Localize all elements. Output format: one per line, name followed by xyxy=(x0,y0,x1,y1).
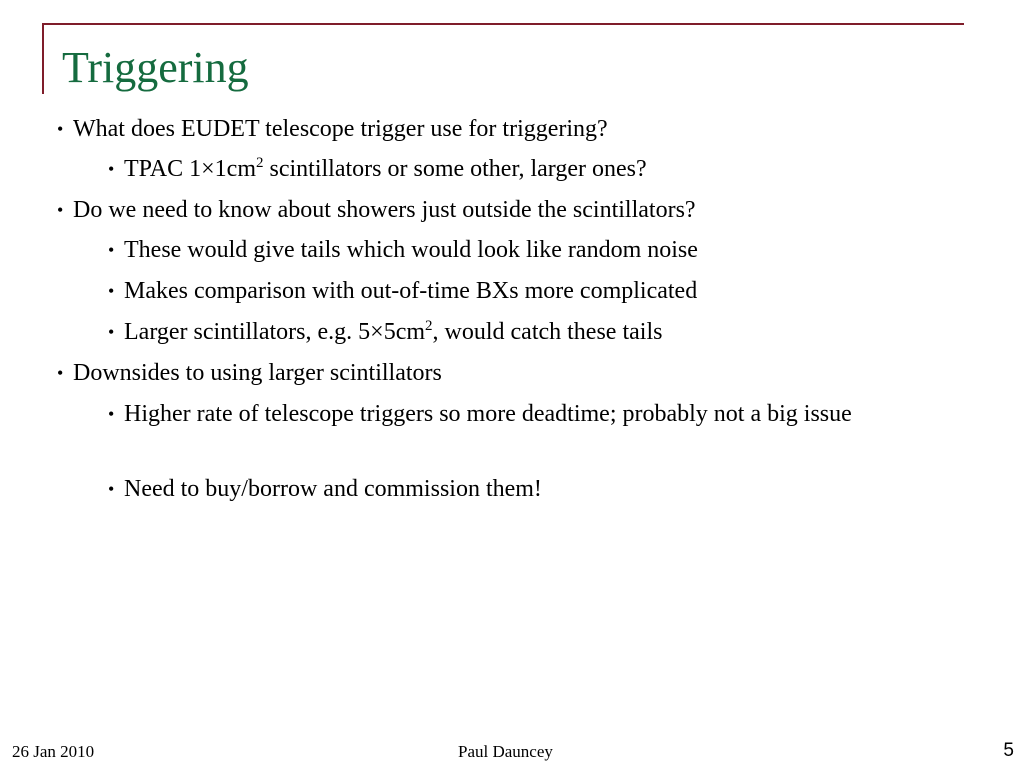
bullet-text: Makes comparison with out-of-time BXs more complicated xyxy=(124,278,698,304)
bullet-text-pre: TPAC 1×1cm xyxy=(124,156,256,182)
bullet-level1 xyxy=(57,112,943,146)
frame-top-rule xyxy=(42,23,964,25)
bullet-level2 xyxy=(108,315,944,349)
bullet-text: Downsides to using larger scintillators xyxy=(73,360,442,386)
bullet-text: What does EUDET telescope trigger use for triggering? xyxy=(73,116,608,142)
bullet-text-post: scintillators or some other, larger ones? xyxy=(263,156,647,182)
bullet-level2 xyxy=(108,397,944,431)
bullet-text-pre: Larger scintillators, e.g. 5×5cm xyxy=(124,319,426,345)
bullet-text: Higher rate of telescope triggers so more deadtime; probably not a big issue xyxy=(124,401,852,427)
bullet-dot-icon: • xyxy=(108,479,115,499)
bullet-level2 xyxy=(108,472,944,506)
bullet-dot-icon: • xyxy=(108,240,115,260)
bullet-dot-icon: • xyxy=(108,159,115,179)
page-number: 5 xyxy=(1003,740,1014,761)
bullet-dot-icon: • xyxy=(57,200,64,220)
slide-title: Triggering xyxy=(62,43,249,92)
bullet-text-post: , would catch these tails xyxy=(432,319,663,345)
bullet-level2 xyxy=(108,152,944,186)
superscript: 2 xyxy=(256,155,264,171)
bullet-level1 xyxy=(57,193,943,227)
bullet-level1 xyxy=(57,356,943,390)
bullet-level2 xyxy=(108,233,944,267)
bullet-text: Do we need to know about showers just outside the scintillators? xyxy=(73,197,696,223)
frame-left-rule xyxy=(42,23,44,94)
superscript: 2 xyxy=(425,318,433,334)
bullet-dot-icon: • xyxy=(108,322,115,342)
bullet-text: These would give tails which would look like random noise xyxy=(124,237,698,263)
bullet-text: Need to buy/borrow and commission them! xyxy=(124,476,542,502)
bullet-dot-icon: • xyxy=(57,119,64,139)
footer-date: 26 Jan 2010 xyxy=(12,742,95,761)
footer-author: Paul Dauncey xyxy=(458,742,553,761)
bullet-dot-icon: • xyxy=(57,363,64,383)
bullet-dot-icon: • xyxy=(108,281,115,301)
bullet-level2 xyxy=(108,274,944,308)
bullet-dot-icon: • xyxy=(108,404,115,424)
